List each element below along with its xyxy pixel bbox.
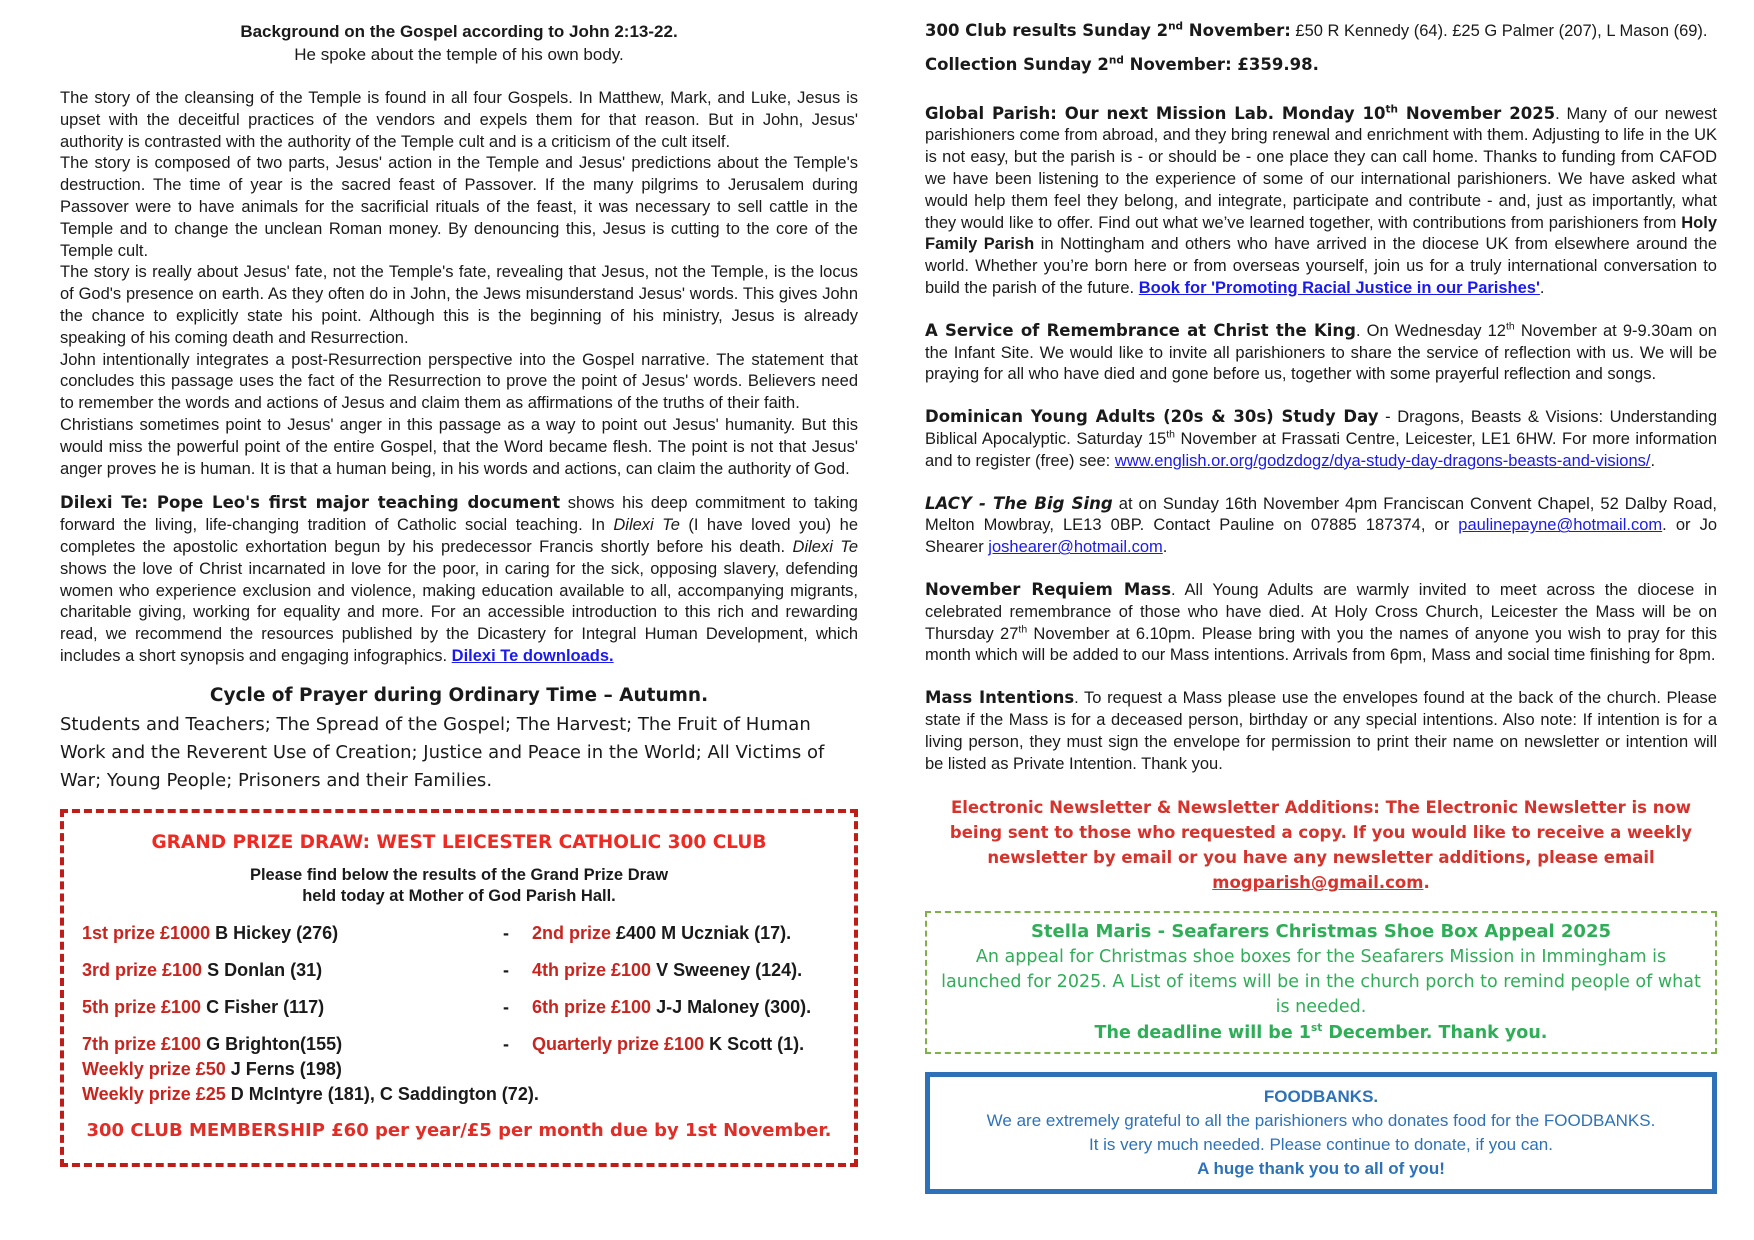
lacy-body: at on Sunday 16th November 4pm Franciscan Convent Chapel, 52 Dalby Road, Melton Mowbray, LE13 0BP. Contact Pauline on 07885 187374, or bbox=[925, 494, 1717, 535]
prize-6th bbox=[532, 996, 836, 1018]
weekly-prize-25-label: Weekly prize £25 bbox=[82, 1083, 226, 1104]
prize-5th-winner: C Fisher (117) bbox=[206, 996, 325, 1017]
dilexi-te-italic-1: Dilexi Te bbox=[613, 516, 680, 535]
dominican-sup: th bbox=[1166, 428, 1175, 441]
dilexi-te-lead: Dilexi Te: Pope Leo's first major teaching document bbox=[60, 493, 561, 513]
weekly-prize-25 bbox=[82, 1083, 836, 1105]
prize-3rd-label: 3rd prize £100 bbox=[82, 959, 203, 980]
requiem-sup: th bbox=[1018, 623, 1028, 636]
club-results-sup: nd bbox=[1168, 20, 1184, 33]
weekly-prize-50-winner: J Ferns (198) bbox=[230, 1058, 342, 1079]
prize-3rd-winner: S Donlan (31) bbox=[207, 959, 323, 980]
holy-family-parish: Holy Family Parish bbox=[925, 213, 1717, 254]
mass-intentions-paragraph bbox=[925, 687, 1717, 775]
prize-2nd-label: 2nd prize bbox=[532, 922, 612, 943]
prize-row-2 bbox=[82, 959, 836, 981]
promoting-racial-justice-link[interactable]: Book for 'Promoting Racial Justice in our Parishes' bbox=[1138, 278, 1540, 297]
collection-sup: nd bbox=[1108, 54, 1124, 67]
lacy-mid: . or Jo Shearer bbox=[925, 516, 1718, 557]
prize-6th-winner: J-J Maloney (300). bbox=[656, 996, 812, 1017]
prize-7th bbox=[82, 1033, 480, 1055]
dominican-paragraph bbox=[925, 406, 1717, 472]
weekly-prize-50-label: Weekly prize £50 bbox=[82, 1058, 226, 1079]
requiem-mass-paragraph bbox=[925, 579, 1717, 667]
dominican-body-1: - Dragons, Beasts & Visions: Understanding Biblical Apocalyptic. Saturday 15 bbox=[925, 408, 1717, 448]
foodbanks-line-1: We are extremely grateful to all the parishioners who donates food for the FOODBANKS. bbox=[986, 1111, 1656, 1131]
global-parish-title: Global Parish: Our next Mission Lab. Monday 10 bbox=[925, 103, 1386, 123]
gospel-paragraph-3: The story is really about Jesus' fate, not the Temple's fate, revealing that Jesus, not the Temple, is the locus of God's presence on earth. As they often do in John, the Jews misunderstand Jesus' words. This gives John the chance to explicitly state his point. Although this is the beginning of his ministry, Jesus is already speaking of his coming death and Resurrection. bbox=[60, 263, 858, 347]
prize-4th-label: 4th prize £100 bbox=[532, 959, 652, 980]
prize-draw-intro-line-2: held today at Mother of God Parish Hall. bbox=[302, 886, 616, 905]
weekly-prize-50 bbox=[82, 1058, 836, 1080]
prize-quarterly-winner: K Scott (1). bbox=[709, 1033, 805, 1054]
requiem-body-2: November at 6.10pm. Please bring with you the names of anyone you wish to pray for this month which will be added to our Mass intentions. Arrivals from 6pm, Mass and social time finishing for 8pm. bbox=[925, 624, 1718, 665]
foodbanks-line-2: It is very much needed. Please continue to donate, if you can. bbox=[1088, 1135, 1553, 1155]
foodbanks-line-3: A huge thank you to all of you! bbox=[1197, 1159, 1445, 1179]
prize-row-1-dash: - bbox=[503, 922, 509, 943]
global-parish-body-2: in Nottingham and others who have arrived in the diocese UK from elsewhere around the world. Whether you’re born here or from overseas yourself, join us for a truly international conversation to build the parish of the future. bbox=[925, 235, 1717, 297]
electronic-newsletter-period: . bbox=[1423, 873, 1430, 893]
prize-draw-title: GRAND PRIZE DRAW: WEST LEICESTER CATHOLIC 300 CLUB bbox=[151, 831, 767, 853]
collection-line bbox=[925, 54, 1717, 77]
prize-5th-label: 5th prize £100 bbox=[82, 996, 202, 1017]
collection-label: Collection Sunday 2 bbox=[925, 54, 1109, 74]
requiem-mass-title: November Requiem Mass bbox=[925, 579, 1172, 599]
prize-2nd bbox=[532, 922, 836, 944]
club-results-values: £50 R Kennedy (64). £25 G Palmer (207), L Mason (69). bbox=[1290, 22, 1708, 40]
club-results-line bbox=[925, 20, 1717, 43]
foodbanks-box bbox=[925, 1072, 1717, 1194]
gospel-paragraph-5: Christians sometimes point to Jesus' anger in this passage as a way to point out Jesus' humanity. But this would miss the powerful point of the entire Gospel, that the Word became flesh. The point is not that Jesus' anger proves he is human. It is that a human being, in his words and actions, can claim the authority of God. bbox=[60, 415, 858, 478]
collection-amount: November: £359.98. bbox=[1123, 54, 1319, 74]
dilexi-te-italic-2: Dilexi Te bbox=[792, 537, 858, 556]
requiem-body-1: . All Young Adults are warmly invited to meet across the diocese in celebrated remembrance of those who have died. At Holy Cross Church, Leicester the Mass will be on Thursday 27 bbox=[925, 580, 1717, 643]
dilexi-te-paragraph bbox=[60, 492, 858, 667]
electronic-newsletter-notice bbox=[925, 795, 1717, 895]
dilexi-te-text-3: shows the love of Christ incarnated in love for the poor, in caring for the sick, opposing slavery, defending women who experience exclusion and violence, making education available to all, accompanying migrants, charitable giving, working for equality and more. For an accessible introduction to this rich and rewarding read, we recommend the resources published by the Dicastery for Integral Human Development, which includes a short synopsis and engaging infographics. bbox=[60, 559, 858, 665]
global-parish-period: . bbox=[1539, 278, 1545, 297]
electronic-newsletter-text: Electronic Newsletter & Newsletter Additions: The Electronic Newsletter is now being sent to those who requested a copy. If you would like to receive a weekly newsletter by email or you have any newsletter additions, please email bbox=[949, 798, 1693, 868]
gospel-heading: Background on the Gospel according to John 2:13-22. bbox=[240, 22, 678, 41]
foodbanks-title: FOODBANKS. bbox=[1263, 1087, 1379, 1107]
grand-prize-draw-box bbox=[60, 809, 858, 1167]
weekly-prize-25-winner: D McIntyre (181), C Saddington (72). bbox=[230, 1083, 539, 1104]
global-parish-body-1: . Many of our newest parishioners come from abroad, and they bring renewal and enrichment with them. Adjusting to life in the UK is not easy, but the parish is - or should be - one place they can call home. Thanks to funding from CAFOD we have been listening to the experience of some of our international parishioners. We have asked what would help them feel they belong, and integrate, participate and contribute - and, just as importantly, what they would like to offer. Find out what we’ve learned together, with contributions from parishioners from bbox=[925, 104, 1717, 232]
prize-4th-winner: V Sweeney (124). bbox=[656, 959, 803, 980]
left-column bbox=[60, 20, 858, 1167]
club-results-label: 300 Club results Sunday 2 bbox=[925, 21, 1169, 40]
stella-maris-title: Stella Maris - Seafarers Christmas Shoe Box Appeal 2025 bbox=[1030, 921, 1612, 943]
prize-row-4-dash: - bbox=[503, 1033, 509, 1054]
dya-study-day-link[interactable]: www.english.or.org/godzdogz/dya-study-day-dragons-beasts-and-visions/ bbox=[1114, 451, 1651, 470]
dilexi-te-text-1: shows his deep commitment to taking forward the living, life-changing tradition of Catholic social teaching. In bbox=[60, 494, 858, 535]
gospel-paragraph-4: John intentionally integrates a post-Resurrection perspective into the Gospel narrative. The statement that concludes this passage uses the fact of the Resurrection to prove the point of Jesus' words. Believers need to remember the words and actions of Jesus and claim them as affirmations of the truths of their faith. bbox=[60, 350, 858, 413]
lacy-period: . bbox=[1162, 538, 1168, 557]
prize-draw-intro-line-1: Please find below the results of the Grand Prize Draw bbox=[249, 865, 669, 884]
prize-7th-winner: G Brighton(155) bbox=[206, 1033, 343, 1054]
mass-intentions-title: Mass Intentions bbox=[925, 688, 1075, 708]
prize-row-3 bbox=[82, 996, 836, 1018]
membership-notice: 300 CLUB MEMBERSHIP £60 per year/£5 per month due by 1st November. bbox=[86, 1119, 832, 1141]
remembrance-paragraph bbox=[925, 320, 1717, 386]
stella-maris-deadline bbox=[937, 1020, 1705, 1046]
prize-1st-label: 1st prize £1000 bbox=[82, 922, 211, 943]
club-results-label-2: November: bbox=[1183, 21, 1291, 40]
dilexi-te-text-2: (I have loved you) he completes the apostolic exhortation begun by his predecessor Francis shortly before his death. bbox=[60, 516, 858, 556]
remembrance-body-2: November at 9-9.30am on the Infant Site. We would like to invite all parishioners to share the service of reflection with us. We will be praying for all who have died and gone before us, together with some prayerful reflection and songs. bbox=[925, 321, 1717, 384]
pauline-email-link[interactable]: paulinepayne@hotmail.com bbox=[1458, 516, 1663, 535]
mogparish-email-link[interactable]: mogparish@gmail.com bbox=[1212, 873, 1424, 893]
prize-2nd-winner: £400 M Uczniak (17). bbox=[616, 922, 792, 943]
global-parish-paragraph bbox=[925, 103, 1717, 300]
remembrance-body-1: . On Wednesday 12 bbox=[1355, 321, 1506, 340]
gospel-paragraph-2: The story is composed of two parts, Jesus' action in the Temple and Jesus' predictions about the Temple's destruction. The time of year is the sacred feast of Passover. If the many pilgrims to Jerusalem during Passover were to have animals for the sacrificial rituals of the feast, it was necessary to sell cattle in the Temple and to change the unclean Roman money. By denouncing this, Jesus is cutting to the core of the Temple cult. bbox=[60, 154, 858, 260]
stella-deadline-sup: st bbox=[1310, 1022, 1323, 1035]
prize-6th-label: 6th prize £100 bbox=[532, 996, 652, 1017]
prize-4th bbox=[532, 959, 836, 981]
dilexi-te-downloads-link[interactable]: Dilexi Te downloads. bbox=[451, 646, 614, 665]
remembrance-title: A Service of Remembrance at Christ the King bbox=[925, 320, 1356, 340]
mass-intentions-body: . To request a Mass please use the envelopes found at the back of the church. Please state if the Mass is for a deceased person, birthday or any special intentions. Also note: If intention is for a living person, they must sign the envelope for permission to print their name on newsletter or intention will be listed as Private Intention. Thank you. bbox=[925, 689, 1717, 773]
prize-3rd bbox=[82, 959, 480, 981]
cycle-of-prayer-title: Cycle of Prayer during Ordinary Time – Autumn. bbox=[209, 684, 709, 706]
lacy-title: LACY - The Big Sing bbox=[925, 493, 1113, 513]
dominican-period: . bbox=[1650, 451, 1656, 470]
prize-1st bbox=[82, 922, 480, 944]
prize-7th-label: 7th prize £100 bbox=[82, 1033, 202, 1054]
prize-5th bbox=[82, 996, 480, 1018]
jo-shearer-email-link[interactable]: joshearer@hotmail.com bbox=[988, 538, 1163, 557]
stella-maris-body: An appeal for Christmas shoe boxes for the Seafarers Mission in Immingham is launched for 2025. A List of items will be in the church porch to remind people of what is needed. bbox=[941, 947, 1701, 1018]
dominican-body-2: November at Frassati Centre, Leicester, LE1 6HW. For more information and to register (free) see: bbox=[925, 429, 1717, 470]
prize-row-4 bbox=[82, 1033, 836, 1055]
global-parish-title-2: November 2025 bbox=[1397, 103, 1556, 123]
gospel-subheading: He spoke about the temple of his own body. bbox=[294, 45, 624, 64]
remembrance-sup: th bbox=[1505, 320, 1515, 333]
cycle-of-prayer-body: Students and Teachers; The Spread of the Gospel; The Harvest; The Fruit of Human Work and the Reverent Use of Creation; Justice and Peace in the World; All Victims of War; Young People; Prisoners and their Families. bbox=[60, 713, 825, 791]
right-column bbox=[925, 20, 1717, 1194]
global-parish-sup: th bbox=[1385, 103, 1398, 116]
lacy-paragraph bbox=[925, 493, 1717, 559]
prize-row-1 bbox=[82, 922, 836, 944]
dominican-title: Dominican Young Adults (20s & 30s) Study Day bbox=[925, 407, 1379, 427]
stella-deadline-text-2: December. Thank you. bbox=[1322, 1023, 1548, 1044]
prize-row-2-dash: - bbox=[503, 959, 509, 980]
stella-maris-box bbox=[925, 911, 1717, 1054]
gospel-paragraph-1: The story of the cleansing of the Temple is found in all four Gospels. In Matthew, Mark, and Luke, Jesus is upset with the deceitful practices of the vendors and expels them for that reason. But in John, Jesus' authority is contrasted with the authority of the Temple cult and is a criticism of the cult itself. bbox=[60, 89, 858, 151]
stella-deadline-text-1: The deadline will be 1 bbox=[1094, 1023, 1311, 1044]
prize-row-3-dash: - bbox=[503, 996, 509, 1017]
prize-quarterly-label: Quarterly prize £100 bbox=[532, 1033, 705, 1054]
prize-1st-winner: B Hickey (276) bbox=[215, 922, 339, 943]
prize-quarterly bbox=[532, 1033, 836, 1055]
